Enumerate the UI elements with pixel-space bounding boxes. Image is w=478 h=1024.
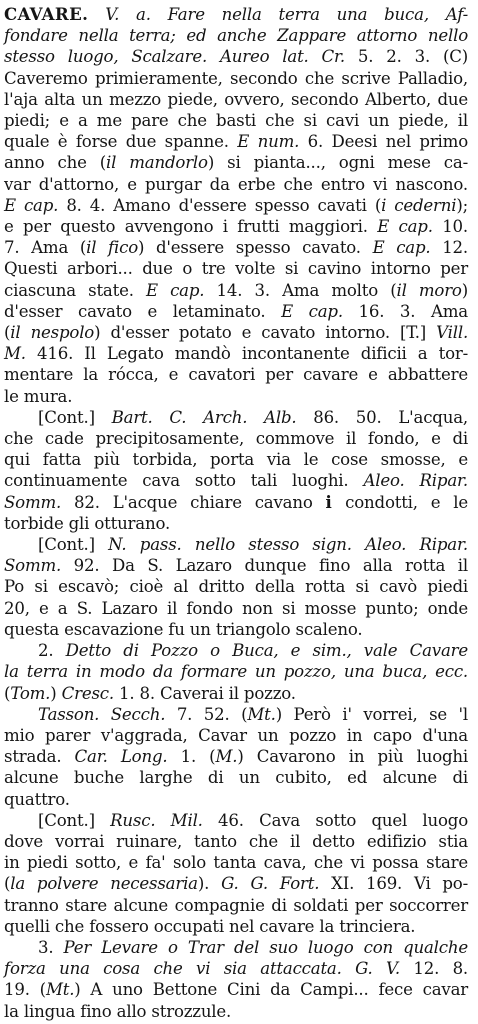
italic-text: E cap. (377, 217, 433, 237)
text-run: ciascuna state. (4, 280, 146, 300)
text-run: 10. (432, 217, 468, 237)
text-line (4, 237, 468, 258)
text-line (4, 258, 468, 279)
italic-text: Mt. (45, 980, 75, 1000)
text-line (4, 873, 468, 894)
italic-text: il moro (396, 280, 462, 300)
text-line (4, 661, 468, 682)
text-run: Po si escavò; cioè al dritto della rotta si cavò piedi (4, 577, 468, 597)
text-run: ( (4, 323, 11, 343)
italic-text: Cresc. (61, 683, 114, 703)
text-line (4, 640, 468, 661)
italic-text: Tom. (10, 683, 51, 703)
text-run: ) Però i' vorrei, se 'l (275, 704, 468, 724)
text-run: 5. 2. 3. (C) (345, 47, 468, 67)
entry-paragraph (4, 704, 468, 810)
italic-text: Somm. (4, 492, 62, 512)
text-run: XI. 169. Vi po- (319, 874, 468, 894)
text-line (4, 916, 468, 937)
text-run: 8. 4. Amano d'essere spesso cavati ( (58, 195, 382, 215)
entry-paragraph (4, 640, 468, 704)
text-run: alcune buche larghe di un cubito, ed alcune di (4, 768, 468, 788)
text-line (4, 386, 468, 407)
text-line (4, 89, 468, 110)
text-line (4, 428, 468, 449)
text-run: la lingua fino allo strozzule. (4, 1001, 232, 1021)
italic-text: i cederni (381, 195, 457, 215)
text-run: ). (197, 874, 222, 894)
text-run: piedi; e a me pare che basti che si cavi un piede, il (4, 111, 468, 131)
text-line (4, 131, 468, 152)
italic-text: Rusc. Mil. (110, 810, 203, 830)
text-run: che cade precipitosamente, commove il fondo, e di (4, 429, 468, 449)
text-run: Questi arbori... due o tre volte si cavino intorno per (4, 259, 468, 279)
entry-paragraph (4, 407, 468, 534)
text-run (88, 5, 105, 24)
text-run: dove vorrai ruinare, tanto che il detto edifizio stia (4, 831, 468, 851)
text-line (4, 280, 468, 301)
text-run: [Cont.] (38, 535, 109, 555)
italic-text: Car. Long. (74, 747, 168, 767)
text-line (4, 364, 468, 385)
italic-text: Somm. (4, 556, 62, 576)
text-line (4, 683, 468, 704)
text-run: 3. (38, 937, 64, 957)
italic-text: Vill. (436, 323, 469, 343)
italic-text: Per Levare o Trar del suo luogo con qualche (63, 937, 468, 957)
text-run: 12. (430, 238, 468, 258)
text-line (4, 979, 468, 1000)
italic-text: E cap. (145, 280, 205, 300)
text-run: l'aja alta un mezzo piede, ovvero, secondo Alberto, due (4, 89, 468, 109)
text-run: continuamente cava sotto tali luoghi. (4, 471, 364, 491)
text-line (4, 407, 468, 428)
text-run: strada. (4, 747, 75, 767)
text-run: var d'attorno, e purgar da erbe che entro vi nascono. (4, 174, 468, 194)
text-run: ) (461, 280, 469, 300)
text-run: questa escavazione fu un triangolo scaleno. (4, 619, 363, 639)
text-run: 14. 3. Ama molto ( (204, 280, 397, 300)
text-line (4, 746, 468, 767)
bold-text: i (325, 491, 333, 512)
italic-text: fondare nella terra; ed anche Zappare attorno nello (4, 26, 468, 46)
text-line (4, 895, 468, 916)
text-run: 19. ( (4, 980, 46, 1000)
entry-paragraph (4, 810, 468, 937)
text-line (4, 1001, 468, 1022)
text-run: ( (4, 683, 11, 703)
text-line (4, 216, 468, 237)
italic-text: la terra in modo da formare un pozzo, una buca, ecc. (4, 662, 468, 682)
text-run: ( (4, 874, 11, 894)
italic-text: Tasson. Secch. (38, 704, 166, 724)
text-line (4, 68, 468, 89)
text-line (4, 174, 468, 195)
text-line (4, 195, 468, 216)
text-line (4, 449, 468, 470)
text-line (4, 470, 468, 491)
text-line (4, 25, 468, 46)
text-line (4, 789, 468, 810)
text-run: ) d'essere spesso cavato. (138, 238, 373, 258)
italic-text: M. (4, 344, 26, 364)
entry-paragraph (4, 937, 468, 1022)
text-run: quattro. (4, 789, 70, 809)
text-run: 20, e a S. Lazaro il fondo non si mosse punto; onde (4, 598, 468, 618)
italic-text: M. (215, 747, 238, 767)
italic-text: E num. (237, 132, 300, 152)
text-run: ) Cavarono in più luoghi (237, 747, 468, 767)
text-run: 82. L'acque chiare cavano (61, 492, 326, 512)
text-run: 12. 8. (399, 959, 469, 979)
text-line (4, 322, 468, 343)
italic-text: il nespolo (10, 323, 95, 343)
text-run: tranno stare alcune compagnie di soldati per soccorrer (4, 895, 468, 915)
text-run: [Cont.] (38, 810, 111, 830)
text-run: in piedi sotto, e fa' solo tanta cava, che vi possa stare (4, 853, 468, 873)
text-run: torbide gli otturano. (4, 513, 171, 533)
text-line (4, 110, 468, 131)
text-run: 2. (38, 641, 66, 661)
text-line (4, 619, 468, 640)
text-line (4, 852, 468, 873)
italic-text: V. a. Fare nella terra una buca, Af- (105, 5, 468, 24)
italic-text: E cap. (372, 238, 431, 258)
italic-text: Bart. C. Arch. Alb. (111, 407, 297, 427)
italic-text: Detto di Pozzo o Buca, e sim., vale Cavare (65, 641, 468, 661)
text-line (4, 576, 468, 597)
text-run: ) si pianta..., ogni mese ca- (207, 153, 468, 173)
text-run: ) d'esser potato e cavato intorno. [T.] (94, 323, 437, 343)
italic-text: la polvere necessaria (10, 874, 198, 894)
text-run: ); (456, 195, 469, 215)
italic-text: E cap. (281, 301, 343, 321)
italic-text: il mandorlo (106, 153, 208, 173)
dictionary-entry-cavare (4, 4, 468, 1022)
text-run: quelli che fossero occupati nel cavare la trinciera. (4, 916, 416, 936)
italic-text: il fico (86, 238, 138, 258)
text-run: e per questo avvengono i frutti maggiori. (4, 217, 378, 237)
text-run: le mura. (4, 386, 73, 406)
text-run: 1. 8. Caverai il pozzo. (113, 683, 296, 703)
text-run: 416. Il Legato mandò incontanente dificii a tor- (25, 344, 468, 364)
text-line (4, 937, 468, 958)
text-line (4, 810, 468, 831)
text-line (4, 46, 468, 67)
italic-text: forza una cosa che vi sia attaccata. G. V. (4, 959, 400, 979)
text-line (4, 513, 468, 534)
text-run: ) (50, 683, 62, 703)
text-run: ) A uno Bettone Cini da Campi... fece cavar (74, 980, 468, 1000)
italic-text: stesso luogo, Scalzare. Aureo lat. Cr. (4, 47, 346, 67)
italic-text: E cap. (4, 195, 59, 215)
entry-paragraph (4, 4, 468, 407)
text-run: 7. 52. ( (165, 704, 248, 724)
text-run: Caveremo primieramente, secondo che scrive Palladio, (4, 68, 468, 88)
text-run: [Cont.] (38, 407, 112, 427)
text-run: 46. Cava sotto quel luogo (202, 810, 468, 830)
text-line (4, 555, 468, 576)
text-run: mio parer v'aggrada, Cavar un pozzo in capo d'una (4, 725, 468, 745)
entry-paragraph (4, 534, 468, 640)
text-line (4, 958, 468, 979)
text-run: 6. Deesi nel primo (299, 132, 468, 152)
text-line (4, 152, 468, 173)
text-line (4, 492, 468, 513)
text-run: 86. 50. L'acqua, (296, 407, 468, 427)
text-run: qui fatta più torbida, porta via le cose smosse, e (4, 450, 468, 470)
text-run: mentare la rócca, e cavatori per cavare e abbattere (4, 365, 468, 385)
text-run: 16. 3. Ama (342, 301, 468, 321)
text-line (4, 725, 468, 746)
text-line (4, 343, 468, 364)
text-run: 7. Ama ( (4, 238, 87, 258)
text-line (4, 831, 468, 852)
text-line (4, 598, 468, 619)
italic-text: Mt. (247, 704, 276, 724)
text-line (4, 4, 468, 25)
entry-headword: CAVARE. (4, 4, 89, 24)
text-run: d'esser cavato e letaminato. (4, 301, 282, 321)
text-line (4, 767, 468, 788)
italic-text: G. G. Fort. (221, 874, 320, 894)
text-line (4, 534, 468, 555)
text-run: 92. Da S. Lazaro dunque fino alla rotta il (61, 556, 468, 576)
text-run: 1. ( (167, 747, 216, 767)
text-run: quale è forse due spanne. (4, 132, 238, 152)
text-line (4, 301, 468, 322)
text-run: condotti, e le (332, 492, 468, 512)
italic-text: Aleo. Ripar. (363, 471, 468, 491)
italic-text: N. pass. nello stesso sign. Aleo. Ripar. (108, 535, 468, 555)
text-run: anno che ( (4, 153, 107, 173)
text-line (4, 704, 468, 725)
